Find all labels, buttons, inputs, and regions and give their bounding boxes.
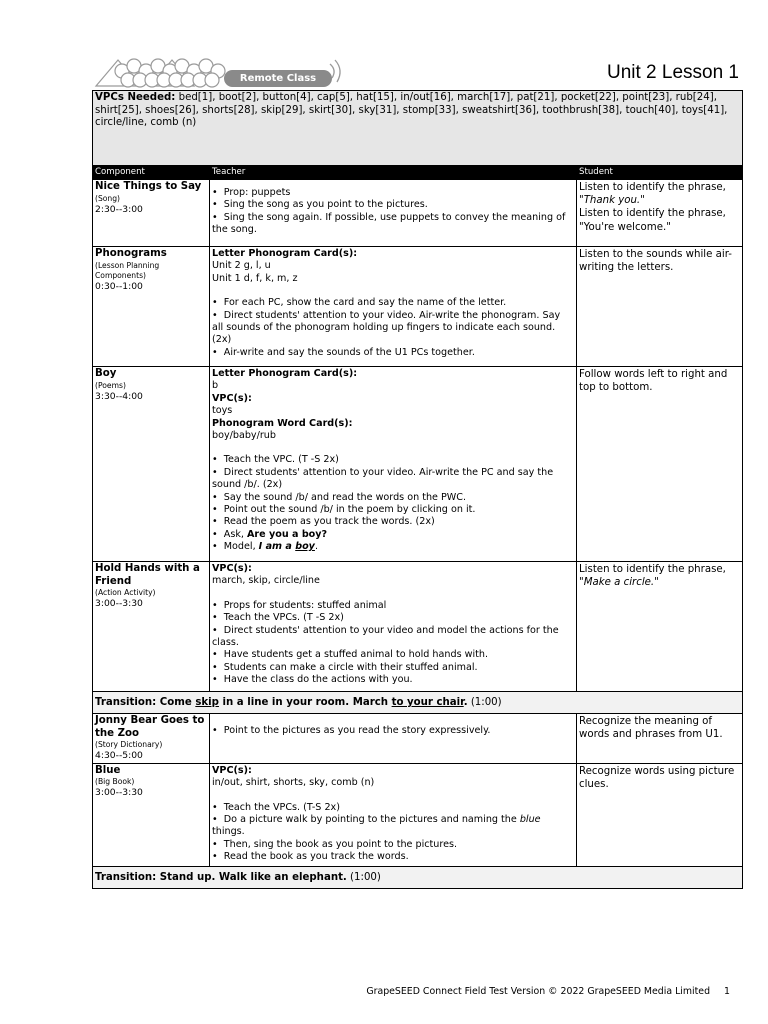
vpcs-needed-label: VPCs Needed: — [95, 92, 176, 103]
teacher-step: • Teach the VPCs. (T-S 2x) — [212, 801, 340, 813]
student-cell: Recognize words using picture clues. — [577, 763, 743, 866]
student-goal: Listen to identify the phrase, "Make a circle." — [579, 564, 726, 589]
page-number: 1 — [724, 986, 730, 997]
component-type: (Big Book) — [95, 777, 135, 787]
component-cell — [93, 714, 210, 764]
vpcs-needed-cell — [93, 91, 743, 166]
component-type: (Song) — [95, 193, 121, 203]
card-label: Letter Phonogram Card(s): — [212, 368, 358, 379]
table-row — [93, 763, 743, 866]
teacher-step: • Direct students' attention to your video and model the actions for the class. — [212, 624, 559, 649]
teacher-step: • Then, sing the book as you point to the pictures. — [212, 838, 458, 850]
column-header-teacher: Teacher — [210, 166, 577, 180]
card-value: toys — [212, 405, 233, 417]
teacher-cell — [210, 367, 577, 562]
card-value: march, skip, circle/line — [212, 575, 320, 587]
table-row — [93, 714, 743, 764]
transition-cell: Transition: Come skip in a line in your room. March to your chair. (1:00) — [93, 692, 743, 714]
component-type: (Action Activity) — [95, 588, 156, 598]
copyright-text: GrapeSEED Connect Field Test Version © 2022 GrapeSEED Media Limited — [366, 986, 711, 997]
table-row — [93, 247, 743, 367]
component-name: Blue — [95, 764, 121, 776]
student-goal: Listen to identify the phrase, "Thank you." — [579, 182, 726, 207]
teacher-cell — [210, 247, 577, 367]
component-cell — [93, 247, 210, 367]
card-value: Unit 2 g, l, u — [212, 260, 271, 272]
card-label: Phonogram Word Card(s): — [212, 417, 353, 429]
teacher-step: • Have the class do the actions with you. — [212, 674, 413, 686]
card-label: VPC(s): — [212, 563, 252, 574]
student-goal: Listen to identify the phrase, "You're welcome." — [579, 208, 726, 233]
component-type: (Poems) — [95, 380, 126, 390]
teacher-step: • Point out the sound /b/ in the poem by clicking on it. — [212, 504, 476, 516]
component-type: (Lesson Planning Components) — [95, 260, 160, 280]
column-header-component: Component — [93, 166, 210, 180]
teacher-step: • Direct students' attention to your video. Air-write the PC and say the sound /b/. (2x) — [212, 466, 554, 491]
table-row — [93, 367, 743, 562]
table-row — [93, 180, 743, 247]
vpcs-needed-list: bed[1], boot[2], button[4], cap[5], hat[15], in/out[16], march[17], pat[21], pocket[22], point[23], rub[24], shirt[25], shoes[26], shorts[28], skip[29], skirt[30], sky[31], stomp[33], sweatshirt[36], toothbrush[38], touch[40], toys[41], circle/line, comb (n) — [95, 92, 728, 129]
component-cell — [93, 763, 210, 866]
teacher-step: • Students can make a circle with their stuffed animal. — [212, 661, 478, 673]
card-value: in/out, shirt, shorts, sky, comb (n) — [212, 777, 375, 789]
component-cell — [93, 562, 210, 692]
table-header-row — [93, 166, 743, 180]
component-name: Phonograms — [95, 248, 167, 259]
teacher-step: • Sing the song again. If possible, use puppets to convey the meaning of the song. — [212, 211, 566, 236]
teacher-step: • Sing the song as you point to the pictures. — [212, 199, 428, 211]
component-time: 4:30--5:00 — [95, 750, 143, 762]
teacher-cell — [210, 763, 577, 866]
component-time: 3:30--4:00 — [95, 390, 143, 402]
teacher-step: • Say the sound /b/ and read the words on the PWC. — [212, 491, 467, 503]
page-footer — [366, 986, 730, 997]
teacher-step: • Ask, Are you a boy? — [212, 528, 328, 540]
component-time: 3:00--3:30 — [95, 598, 143, 610]
card-value: Unit 1 d, f, k, m, z — [212, 272, 298, 284]
table-row — [93, 562, 743, 692]
transition-row — [93, 692, 743, 714]
transition-cell: Transition: Stand up. Walk like an elephant. (1:00) — [93, 866, 743, 888]
teacher-cell — [210, 180, 577, 247]
card-value: b — [212, 380, 219, 392]
unit-lesson-title: Unit 2 Lesson 1 — [606, 62, 739, 83]
card-label: VPC(s): — [212, 764, 252, 776]
component-name: Boy — [95, 368, 117, 379]
component-time: 2:30--3:00 — [95, 203, 143, 215]
component-cell — [93, 180, 210, 247]
component-type: (Story Dictionary) — [95, 740, 163, 750]
teacher-step: • Teach the VPCs. (T -S 2x) — [212, 612, 344, 624]
page-header — [92, 56, 742, 90]
grapeseed-logo — [92, 56, 352, 90]
student-cell: Recognize the meaning of words and phrases from U1. — [577, 714, 743, 764]
teacher-step: • For each PC, show the card and say the name of the letter. — [212, 297, 507, 309]
teacher-step: • Model, I am a boy. — [212, 541, 318, 553]
teacher-cell — [210, 562, 577, 692]
card-label: Letter Phonogram Card(s): — [212, 248, 358, 259]
component-time: 3:00--3:30 — [95, 787, 143, 799]
column-header-student: Student — [577, 166, 743, 180]
remote-class-badge: Remote Class — [224, 70, 332, 87]
card-label: VPC(s): — [212, 392, 252, 404]
teacher-step: • Direct students' attention to your video. Air-write the phonogram. Say all sounds of the phonogram holding up fingers to indicate each sound. (2x) — [212, 309, 561, 346]
card-value: boy/baby/rub — [212, 430, 276, 442]
teacher-step: • Air-write and say the sounds of the U1 PCs together. — [212, 346, 475, 358]
component-name: Hold Hands with a Friend — [95, 563, 200, 587]
student-cell — [577, 180, 743, 247]
student-cell: Follow words left to right and top to bottom. — [577, 367, 743, 562]
teacher-step: • Have students get a stuffed animal to hold hands with. — [212, 649, 489, 661]
teacher-step: • Read the book as you track the words. — [212, 851, 409, 863]
component-cell — [93, 367, 210, 562]
vpcs-needed-row — [93, 91, 743, 166]
lesson-plan-table — [92, 90, 743, 889]
component-time: 0:30--1:00 — [95, 280, 143, 292]
student-cell — [577, 562, 743, 692]
teacher-step: • Props for students: stuffed animal — [212, 599, 387, 611]
component-name: Jonny Bear Goes to the Zoo — [95, 715, 205, 739]
teacher-step: • Read the poem as you track the words. (2x) — [212, 516, 435, 528]
component-name: Nice Things to Say — [95, 181, 202, 192]
transition-row — [93, 866, 743, 888]
student-cell: Listen to the sounds while air-writing the letters. — [577, 247, 743, 367]
teacher-cell — [210, 714, 577, 764]
teacher-step: • Do a picture walk by pointing to the pictures and naming the blue things. — [212, 813, 541, 838]
teacher-step: • Teach the VPC. (T -S 2x) — [212, 454, 339, 466]
teacher-step: • Point to the pictures as you read the story expressively. — [212, 725, 491, 736]
teacher-step: • Prop: puppets — [212, 187, 291, 198]
